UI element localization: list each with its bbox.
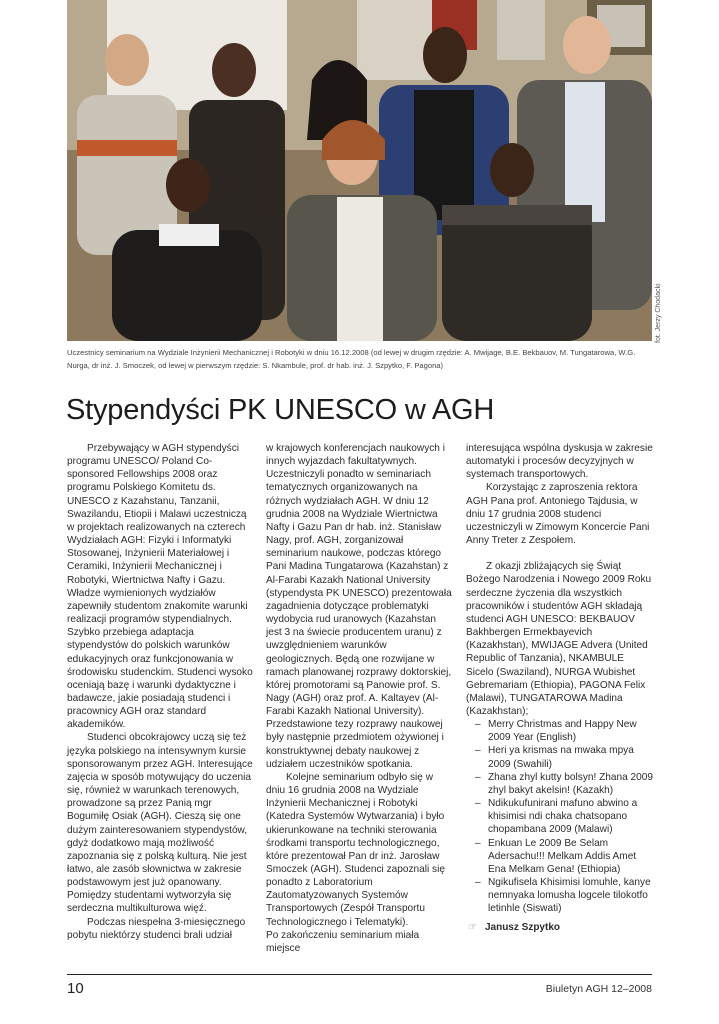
paragraph: w krajowych konferencjach naukowych i innych wyjazdach fakultatywnych. Uczestniczyli ponadto w seminariach tematycznych organizowanych na różnych wydziałach AGH. W dniu 12 grudnia 2008 na Wydziale Wiertnictwa Nafty i Gazu Pan dr hab. inż. Stanisław Nagy, prof. AGH, zorganizował seminarium naukowe, podczas którego Pani Madina Tungatarowa (Kazahstan) z Al-Farabi Kazakh National University (stypendysta PK UNESCO) prezentowała zagadnienia dotyczące problematyki wydobycia rud uranowych (Kazahstan jest 3 na świecie producentem uranu) z uwzględnieniem warunków geologicznych. Będą one rozwijane w ramach planowanej rozprawy doktorskiej, której promotorami są Panowie prof. S. Nagy (AGH) oraz prof. A. Kaltayev (Al-Farabi Kazakh National University). Przedstawione tezy rozprawy naukowej były następnie przedmiotem ożywionej i konstruktywnej debaty naukowej z udziałem uczestników spotkania. [266, 443, 452, 770]
paragraph-spacer [466, 547, 654, 560]
paragraph: Po zakończeniu seminarium miała miejsce [266, 929, 420, 954]
text-column-2 [266, 442, 454, 955]
paragraph: interesująca wspólna dyskusja w zakresie automatyki i procesów decyzyjnych w systemach transportowych. [466, 443, 653, 481]
paragraph: Korzystając z zaproszenia rektora AGH Pana prof. Antoniego Tajdusia, w dniu 17 grudnia 2008 studenci uczestniczyli w Zimowym Koncercie Pani Anny Treter z Zespołem. [466, 482, 650, 547]
publication-name: Biuletyn AGH 12–2008 [545, 983, 652, 995]
list-item: – Zhana zhyl kutty bolsyn! Zhana 2009 zhyl bakyt akelsin! (Kazakh) [466, 771, 654, 797]
photo-caption: Uczestnicy seminarium na Wydziale Inżynierii Mechanicznej i Robotyki w dniu 16.12.2008 (od lewej w drugim rzędzie: A. Mwijage, B.E. Bekbauov, M. Tungatarowa, W.G. Nurga, dr inż. J. Smoczek, od lewej w pierwszym rzędzie: S. Nkambule, prof. dr hab. inż. J. Szpytko, F. Pagona) [67, 348, 636, 370]
pointing-hand-icon: ☞ [468, 922, 477, 934]
author-name: Janusz Szpytko [484, 922, 560, 934]
list-item: – Heri ya krismas na mwaka mpya 2009 (Swahili) [466, 744, 654, 770]
text-column-1 [67, 442, 255, 942]
paragraph: Studenci obcokrajowcy uczą się też języka polskiego na intensywnym kursie sponsorowanym przez AGH. Interesujące zajęcia w sposób motywujący do uczenia się, również w warunkach terenowych, prowadzone są przez Panią mgr Bogumiłę Osiak (AGH). Cieszą się one dużym zainteresowaniem stypendystów, gdyż dodatkowo mają możliwość zapoznania się z polską kulturą. Nie jest łatwo, ale zasób słownictwa w zakresie podstawowym jest już opanowany. Pomiędzy studentami wytworzyła się serdeczna multikulturowa więź. [67, 732, 253, 915]
paragraph: Z okazji zbliżających się Świąt Bożego Narodzenia i Nowego 2009 Roku serdeczne życzenia dla wszystkich pracowników i studentów AGH składają studenci AGH UNESCO: BEKBAUOV Bakhbergen Ermekbayevich (Kazakhstan), MWIJAGE Advera (United Republic of Tanzania), NKAMBULE Sicelo (Swaziland), NURGA Wubishet Gebremariam (Ethiopia), PAGONA Felix (Malawi), TUNGATAROWA Madina (Kazakhstan); [466, 561, 652, 717]
author-signature [466, 921, 654, 934]
group-photo [67, 0, 652, 341]
wishes-list [466, 718, 654, 915]
photo-credit [651, 275, 667, 345]
page-number: 10 [67, 980, 84, 997]
paragraph: Podczas niespełna 3-miesięcznego pobytu niektórzy studenci brali udział [67, 916, 246, 941]
list-item: – Enkuan Le 2009 Be Selam Adersachu!!! Melkam Addis Amet Ena Melkam Gena! (Ethiopia) [466, 837, 654, 876]
paragraph: Kolejne seminarium odbyło się w dniu 16 grudnia 2008 na Wydziale Inżynierii Mechanicznej i Robotyki (Katedra Systemów Wytwarzania) i było ukierunkowane na techniki sterowania środkami transportu technologicznego, które prezentował Pan dr inż. Jarosław Smoczek (AGH). Studenci zapoznali się ponadto z Laboratorium Zautomatyzowanych Systemów Transportowych (Zespół Transportu Technologicznego i Telematyki). [266, 771, 445, 928]
article-title: Stypendyści PK UNESCO w AGH [66, 394, 495, 426]
list-item: – Merry Christmas and Happy New 2009 Year (English) [466, 718, 654, 744]
list-item: – Ngikufisela Khisimisi lomuhle, kanye nemnyaka lomusha logcele tilokotfo letinhle (Siswati) [466, 876, 654, 915]
group-photo-illustration [67, 0, 652, 341]
list-item: – Ndikukufunirani mafuno abwino a khisimisi ndi chaka chatsopano chopambana 2009 (Malawi) [466, 797, 654, 836]
photo-credit-text: fot. Jerzy Chodacki [655, 283, 662, 343]
paragraph: Przebywający w AGH stypendyści programu UNESCO/ Poland Co-sponsored Fellowships 2008 oraz programu Polskiego Komitetu ds. UNESCO z Kazahstanu, Tanzanii, Swazilandu, Etiopii i Malawi uczestniczą w projektach realizowanych na czterech Wydziałach AGH: Fizyki i Informatyki Stosowanej, Inżynierii Materiałowej i Ceramiki, Inżynierii Mechanicznej i Robotyki, Wiertnictwa Nafty i Gazu. Władze wymienionych wydziałów zapewniły studentom znakomite warunki realizacji programów stypendialnych. Szybko przebiega adaptacja stypendystów do polskich warunków edukacyjnych oraz funkcjonowania w środowisku studenckim. Studenci wysoko oceniają bazę i warunki dydaktyczne i badawcze, jakie posiadają studenci i pracownicy AGH oraz standard akademików. [67, 443, 253, 731]
footer-divider [67, 974, 652, 975]
text-column-3 [466, 442, 654, 935]
